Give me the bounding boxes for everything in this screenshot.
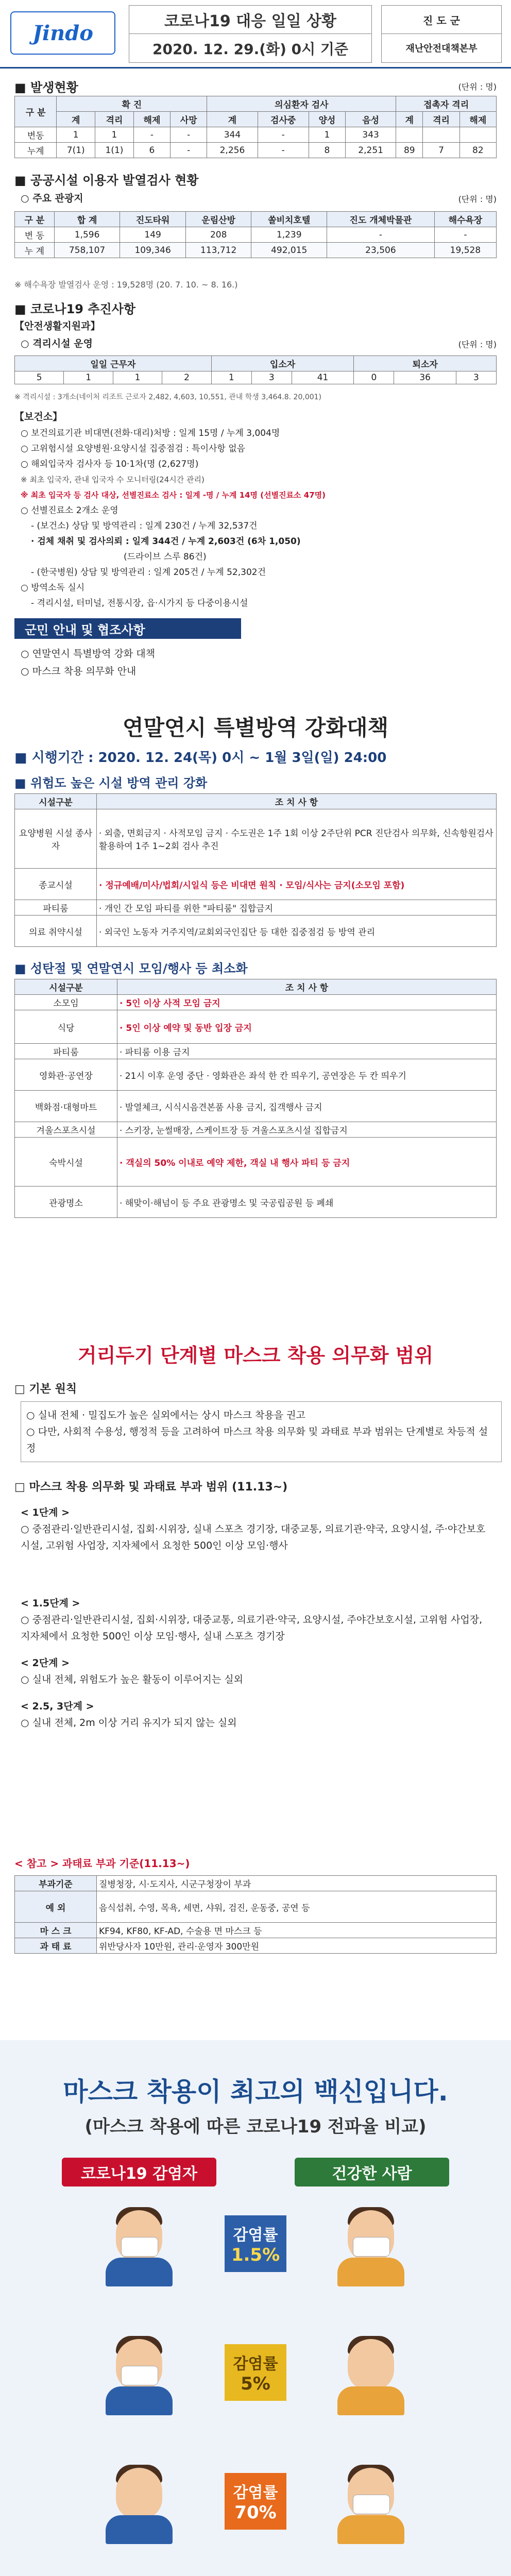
th-positive: 양성 xyxy=(309,112,345,127)
table-row: 과 태 료 위반당사자 10만원, 관리·운영자 300만원 xyxy=(15,1938,497,1954)
dept-name: 재난안전대책본부 xyxy=(405,43,478,54)
citizen-guide-items: ○ 연말연시 특별방역 강화 대책 ○ 마스크 착용 의무화 안내 xyxy=(21,648,155,677)
report-date: 2020. 12. 29.(화) 0시 기준 xyxy=(152,40,349,58)
th-susa: 의심환자 검사 xyxy=(207,96,396,112)
header-title-box xyxy=(129,5,372,63)
fever-table: 구 분 합 계 진도타워 운림산방 쏠비치호텔 진도 개체박물관 해수욕장 변 동 1,596 149 208 1,239 - - 누 계 758,107 109,346 113,712 492,015 23,506 19,528 xyxy=(14,211,497,258)
infected-person-icon xyxy=(93,2200,185,2287)
table-row: 변동 1 1 - - 344 - 1 343 xyxy=(15,127,497,143)
table-row: 누계 7(1) 1(1) 6 - 2,256 - 8 2,251 89 7 82 xyxy=(15,143,497,158)
th-testing: 검사중 xyxy=(258,112,309,127)
fine-ref-table xyxy=(14,1875,497,1954)
period-label: ■ 시행기간 : 2020. 12. 24(목) 0시 ~ 1월 3일(일) 24:00 xyxy=(14,750,387,766)
fever-unit: (단위 : 명) xyxy=(458,194,497,204)
th-isolation: 격리 xyxy=(95,112,134,127)
th-total: 계 xyxy=(57,112,95,127)
table-row: 식당 · 5인 이상 예약 및 동반 입장 금지 xyxy=(15,1010,497,1044)
table-row: 파티룸 · 파티룸 이용 금지 xyxy=(15,1044,497,1059)
fever-note: ※ 해수욕장 발열검사 운영 : 19,528명 (20. 7. 10. ~ 8. 16.) xyxy=(14,280,238,290)
gathering-table: 시설구분 조 치 사 항 소모임 · 5인 이상 사적 모임 금지 식당 · 5인 이상 예약 및 동반 입장 금지 파티룸 · 파티룸 이용 금지 영화관·공연장 · 21시 이후 운영 중단 · 영화관은 좌석 한 칸 띄우기, 공연장은 두 칸 띄우기 백화점·대형마트 · 발열체크, 시식시음견본품 사용 금지, 집객행사 금지 겨울스포츠시설 · 스키장, 눈썰매장, 스케이트장 등 겨울스포츠시설 집합금지 숙박시설 · 객실의 50% 이내로 예약 제한, 객실 내 행사 파티 등 금지 관광명소 · 해맞이·해넘이 등 주요 관광명소 및 국공립공원 등 폐쇄 xyxy=(14,979,497,1218)
th-total2: 계 xyxy=(207,112,258,127)
table-row: 5 1 1 2 1 3 41 0 36 3 xyxy=(15,371,497,384)
section-measures-title: ■ 코로나19 추진사항 xyxy=(14,302,136,316)
high-risk-subtitle: ■ 위험도 높은 시설 방역 관리 강화 xyxy=(14,776,208,790)
basic-principle-box: ○ 실내 전체 · 밀집도가 높은 실외에서는 상시 마스크 착용을 권고 ○ 다만, 사회적 수용성, 행정적 등을 고려하여 마스크 착용 의무화 및 과태료 부과 범위는 단계별로 차등적 설정 xyxy=(21,1401,502,1462)
healthy-person-icon xyxy=(325,2458,417,2545)
gathering-subtitle: ■ 성탄절 및 연말연시 모임/행사 등 최소화 xyxy=(14,961,248,976)
th-release: 해제 xyxy=(133,112,170,127)
section-occurrence-title: ■ 발생현황 xyxy=(14,80,78,95)
isolation-table: 일일 근무자 입소자 퇴소자 5 1 1 2 1 3 41 0 36 3 xyxy=(14,355,497,384)
fever-subtitle: ○ 주요 관광지 xyxy=(21,193,83,204)
ref-title: < 참고 > 과태료 부과 기준(11.13~) xyxy=(14,1857,190,1870)
poster-right-head: 건강한 사람 xyxy=(295,2158,449,2187)
jindo-logo: Jindo xyxy=(10,11,115,55)
citizen-guide-bar: 군민 안내 및 협조사항 xyxy=(14,618,241,639)
poster-left-head: 코로나19 감염자 xyxy=(62,2158,216,2187)
table-row: 백화점·대형마트 · 발열체크, 시식시음견본품 사용 금지, 집객행사 금지 xyxy=(15,1091,497,1122)
rate-arrow: 감염률 1.5% xyxy=(225,2215,286,2272)
poster-title: 마스크 착용이 최고의 백신입니다. xyxy=(63,2077,448,2107)
infected-person-icon xyxy=(93,2329,185,2416)
section-fever-title: ■ 공공시설 이용자 발열검사 현황 xyxy=(14,173,199,188)
healthy-person-icon xyxy=(325,2329,417,2416)
health-center-items: ○ 보건의료기관 비대면(전화·대리)처방 : 일계 15명 / 누계 3,004명 ○ 고위험시설 요양병원·요양시설 집중점검 : 특이사항 없음 ○ 해외입국자 검사자 등 10·1차(명 (2,627명) ※ 최초 입국자, 관내 입국자 수 모니터링(24시간 관리) ※ 최초 입국자 등 검사 대상, 선별진료소 검사 : 일계 -명 / 누계 14명 (선별진료소 47명) ○ 선별진료소 2개소 운영 - (보건소) 상담 및 방역관리 : 일계 230건 / 누계 32,537건 · 검체 채취 및 검사의뢰 : 일계 344건 / 누계 2,603건 (6차 1,050) (드라이브 스루 86건) - (한국병원) 상담 및 방역관리 : 일계 205건 / 누계 52,302건 ○ 방역소독 실시 - 격리시설, 터미널, 전통시장, 읍·시가지 등 다중이용시설 xyxy=(21,428,326,608)
mask-poster xyxy=(0,2040,511,2576)
basic-principle-title: □ 기본 원칙 xyxy=(14,1383,77,1396)
dept-safety-label: 【안전생활지원과】 xyxy=(14,320,100,332)
isolation-facility-label: ○ 격리시설 운영 xyxy=(21,338,93,349)
poster-row xyxy=(62,2329,449,2421)
report-title: 코로나19 대응 일일 상황 xyxy=(129,6,371,34)
healthy-person-icon xyxy=(325,2200,417,2287)
th-jeopchok: 접촉자 격리 xyxy=(396,96,497,112)
th-gubun: 구 분 xyxy=(15,96,57,127)
th-total3: 계 xyxy=(396,112,423,127)
th-death: 사망 xyxy=(171,112,207,127)
occurrence-table xyxy=(14,96,497,158)
table-row: 겨울스포츠시설 · 스키장, 눈썰매장, 스케이트장 등 겨울스포츠시설 집합금지 xyxy=(15,1122,497,1138)
th-hwakjin: 확 진 xyxy=(57,96,207,112)
rate-arrow: 감염률 5% xyxy=(225,2344,286,2401)
table-row: 파티룸 · 개인 간 모임 파티를 위한 "파티룸" 집합금지 xyxy=(15,900,497,916)
fine-steps: < 1단계 > ○ 중점관리·일반관리시설, 집회·시위장, 실내 스포츠 경기장, 대중교통, 의료기관·약국, 요양시설, 주·야간보호시설, 고위험 사업장, 지자체에서 요청한 500인 이상 모임·행사 < 1.5단계 > ○ 중점관리·일반관리시설, 집회·시위장, 대중교통, 의료기관·약국, 요양시설, 주야간보호시설, 고위험 사업장, 지자체에서 요청한 500인 이상 모임·행사, 실내 스포츠 경기장 < 2단계 > ○ 실내 전체, 위험도가 높은 활동이 이루어지는 실외 < 2.5, 3단계 > ○ 실내 전체, 2m 이상 거리 유지가 되지 않는 실외 xyxy=(21,1507,486,1728)
table-row: 변 동 1,596 149 208 1,239 - - xyxy=(15,227,497,243)
section-occurrence-unit: (단위 : 명) xyxy=(458,82,497,92)
health-center-label: 【보건소】 xyxy=(14,411,63,422)
th-release2: 해제 xyxy=(459,112,496,127)
high-risk-table: 시설구분 조 치 사 항 요양병원 시설 종사자 · 외출, 면회금지 · 사적모임 금지 · 수도권은 1주 1회 이상 2주단위 PCR 진단검사 의무화, 신속항원검사 활용하여 1주 1~2회 검사 추진 종교시설 · 정규예배/미사/법회/시일식 등은 비대면 원칙 · 모임/식사는 금지(소모임 포함) 파티룸 · 개인 간 모임 파티를 위한 "파티룸" 집합금지 의료 취약시설 · 외국인 노동자 거주지역/교회외국인집단 등 대한 집중점검 등 방역 관리 xyxy=(14,793,497,947)
table-row: 예 외 음식섭취, 수영, 목욕, 세면, 샤워, 검진, 운동중, 공연 등 xyxy=(15,1891,497,1923)
fine-scope-title: □ 마스크 착용 의무화 및 과태료 부과 범위 (11.13~) xyxy=(14,1481,288,1494)
table-row: 부과기준 질병청장, 시·도지사, 시군구청장이 부과 xyxy=(15,1876,497,1891)
org-name: 진 도 군 xyxy=(382,6,501,34)
isolation-note: ※ 격리시설 : 3개소(네이처 리조트 근로자 2,482, 4,603, 10,551, 관내 학생 3,464.8. 20,001) xyxy=(14,393,322,401)
isolation-unit: (단위 : 명) xyxy=(458,340,497,349)
table-row: 누 계 758,107 109,346 113,712 492,015 23,506 19,528 xyxy=(15,243,497,258)
table-row: 관광명소 · 해맞이·해넘이 등 주요 관광명소 및 국공립공원 등 폐쇄 xyxy=(15,1187,497,1218)
table-row: 요양병원 시설 종사자 · 외출, 면회금지 · 사적모임 금지 · 수도권은 1주 1회 이상 2주단위 PCR 진단검사 의무화, 신속항원검사 활용하여 1주 1~2회 검사 추진 xyxy=(15,809,497,869)
table-row: 영화관·공연장 · 21시 이후 운영 중단 · 영화관은 좌석 한 칸 띄우기, 공연장은 두 칸 띄우기 xyxy=(15,1059,497,1091)
table-row: 숙박시설 · 객실의 50% 이내로 예약 제한, 객실 내 행사 파티 등 금지 xyxy=(15,1138,497,1187)
rate-arrow: 감염률 70% xyxy=(225,2473,286,2530)
header-org-box xyxy=(381,5,502,63)
table-row: 마 스 크 KF94, KF80, KF-AD, 수술용 면 마스크 등 xyxy=(15,1923,497,1938)
table-row: 의료 취약시설 · 외국인 노동자 거주지역/교회외국인집단 등 대한 집중점검 등 방역 관리 xyxy=(15,916,497,947)
poster-row xyxy=(62,2458,449,2550)
th-negative: 음성 xyxy=(346,112,396,127)
header xyxy=(0,0,511,69)
infected-person-icon xyxy=(93,2458,185,2545)
poster-subtitle: (마스크 착용에 따른 코로나19 전파율 비교) xyxy=(84,2116,427,2137)
th-isolation2: 격리 xyxy=(423,112,459,127)
table-row: 종교시설 · 정규예배/미사/법회/시일식 등은 비대면 원칙 · 모임/식사는 금지(소모임 포함) xyxy=(15,869,497,900)
special-quarantine-title: 연말연시 특별방역 강화대책 xyxy=(122,715,389,740)
table-row: 소모임 · 5인 이상 사적 모임 금지 xyxy=(15,995,497,1010)
mask-scope-title: 거리두기 단계별 마스크 착용 의무화 범위 xyxy=(77,1344,434,1367)
poster-row xyxy=(62,2200,449,2293)
